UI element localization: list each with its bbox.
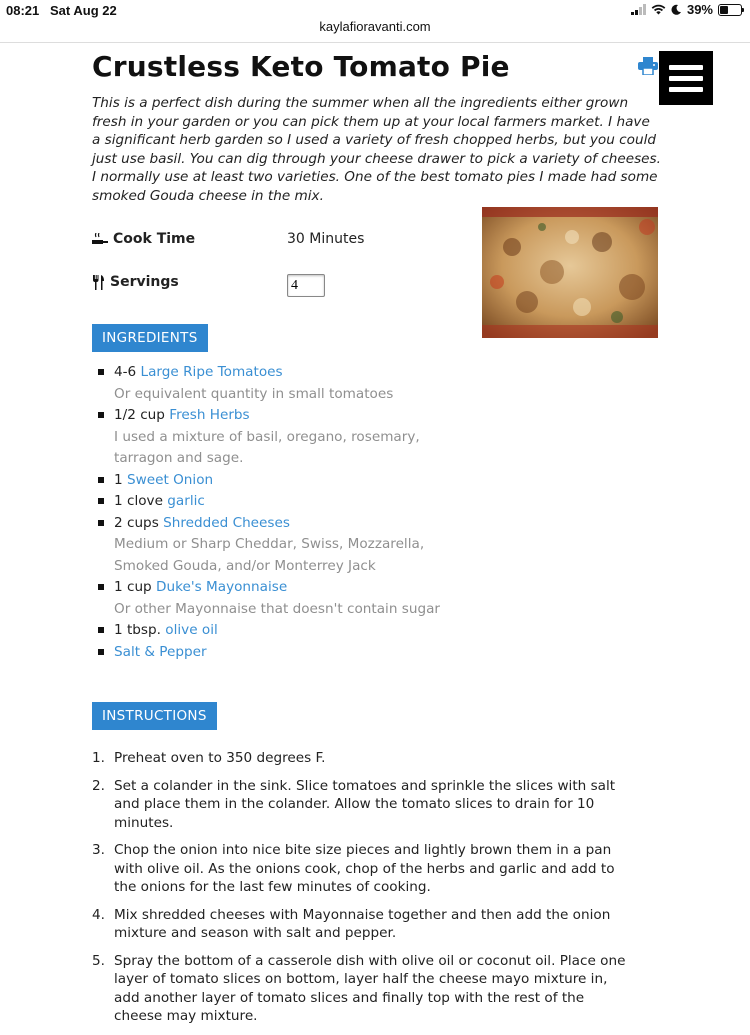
step-number: 3. — [92, 842, 105, 858]
servings-label-text: Servings — [110, 274, 179, 290]
printer-icon[interactable] — [638, 57, 658, 75]
recipe-description: This is a perfect dish during the summer when all the ingredients either grown fresh in your garden or you can pick them up at your local farmers market. I have a significant herb garden so I used a variety of fresh chopped herbs, but you could just use basil. You can dig through your cheese drawer to pick a variety of cheeses. I normally use at least two varieties. One of the best tomato pies I made had some smoked Gouda cheese in the mix. — [92, 95, 661, 204]
ingredient-item — [96, 491, 476, 513]
ingredient-note: Medium or Sharp Cheddar, Swiss, Mozzarella, Smoked Gouda, and/or Monterrey Jack — [114, 536, 425, 574]
servings-input[interactable] — [287, 274, 325, 297]
ingredient-item — [96, 577, 476, 620]
ingredient-amount: 1 — [114, 471, 123, 488]
status-bar — [0, 0, 750, 20]
ingredients-list — [96, 362, 476, 663]
hamburger-menu-icon[interactable] — [659, 51, 713, 105]
ingredient-amount: 1 tbsp. — [114, 622, 161, 638]
ingredient-amount: 1 clove — [114, 493, 163, 509]
ingredient-item — [96, 620, 476, 642]
ingredient-link[interactable]: Sweet Onion — [126, 471, 214, 488]
moon-icon — [671, 4, 682, 15]
ingredient-amount: 2 cups — [114, 514, 159, 531]
step-text: Set a colander in the sink. Slice tomatoes and sprinkle the slices with salt and place them in the colander. Allow the tomato slices to drain for 10 minutes. — [114, 777, 616, 831]
battery-icon — [718, 4, 742, 16]
instructions-list — [92, 749, 632, 1035]
ingredient-link[interactable]: garlic — [167, 493, 205, 509]
battery-percent: 39% — [686, 2, 713, 17]
browser-divider — [0, 42, 750, 43]
ingredient-item — [96, 470, 476, 492]
address-bar-url[interactable]: kaylafioravanti.com — [319, 19, 431, 34]
step-text: Chop the onion into nice bite size pieces and lightly brown them in a pan with olive oil. As the onions cook, chop of the herbs and garlic and add to the onions for the last few minutes of cooking. — [114, 842, 615, 895]
step-text: Mix shredded cheeses with Mayonnaise together and then add the onion mixture and season with salt and pepper. — [114, 906, 611, 941]
step-number: 4. — [92, 906, 105, 923]
instruction-step — [92, 906, 632, 943]
cook-time-value: 30 Minutes — [287, 231, 365, 247]
ingredient-link[interactable]: Duke's Mayonnaise — [156, 579, 288, 595]
step-text: Spray the bottom of a casserole dish with olive oil or coconut oil. Place one layer of tomato slices on bottom, layer half the cheese mayo mixture in, add another layer of tomato slices and finally top with the rest of the cheese may mixture. — [114, 952, 626, 1024]
instruction-step — [92, 841, 632, 897]
ingredients-header: INGREDIENTS — [92, 324, 208, 352]
status-date: Sat Aug 22 — [50, 3, 117, 18]
pan-icon — [92, 233, 108, 246]
ingredient-link[interactable]: Fresh Herbs — [169, 407, 250, 423]
cellular-signal-icon — [631, 4, 646, 15]
cook-time-label — [92, 231, 195, 247]
step-number: 1. — [92, 750, 105, 766]
instruction-step — [92, 952, 632, 1026]
step-text: Preheat oven to 350 degrees F. — [114, 750, 326, 766]
ingredient-amount: 1 cup — [114, 579, 152, 595]
status-right — [631, 2, 742, 17]
ingredient-note: Or equivalent quantity in small tomatoes — [114, 385, 394, 402]
ingredient-amount: 4-6 — [114, 364, 137, 380]
step-number: 5. — [92, 952, 105, 969]
ingredient-item — [96, 642, 476, 664]
status-time: 08:21 — [6, 3, 40, 18]
ingredient-link[interactable]: Large Ripe Tomatoes — [140, 364, 283, 380]
step-number: 2. — [92, 777, 105, 794]
wifi-icon — [651, 4, 666, 15]
ingredient-link[interactable]: Salt & Pepper — [114, 643, 207, 660]
recipe-photo — [482, 207, 658, 338]
ingredient-item — [96, 513, 476, 578]
recipe-photo-art — [482, 207, 658, 338]
instructions-header: INSTRUCTIONS — [92, 702, 217, 730]
ingredient-link[interactable]: olive oil — [165, 622, 218, 638]
ingredient-link[interactable]: Shredded Cheeses — [163, 514, 290, 531]
instruction-step — [92, 749, 632, 768]
instruction-step — [92, 777, 632, 833]
servings-label — [92, 274, 179, 290]
ingredient-item — [96, 405, 476, 470]
cook-time-label-text: Cook Time — [113, 231, 196, 247]
recipe-title: Crustless Keto Tomato Pie — [92, 50, 510, 83]
ingredient-note: Or other Mayonnaise that doesn't contain sugar — [114, 600, 441, 617]
ingredient-note: I used a mixture of basil, oregano, rosemary, tarragon and sage. — [114, 428, 420, 466]
ingredient-amount: 1/2 cup — [114, 407, 165, 423]
fork-knife-icon — [92, 275, 105, 290]
ingredient-item — [96, 362, 476, 405]
